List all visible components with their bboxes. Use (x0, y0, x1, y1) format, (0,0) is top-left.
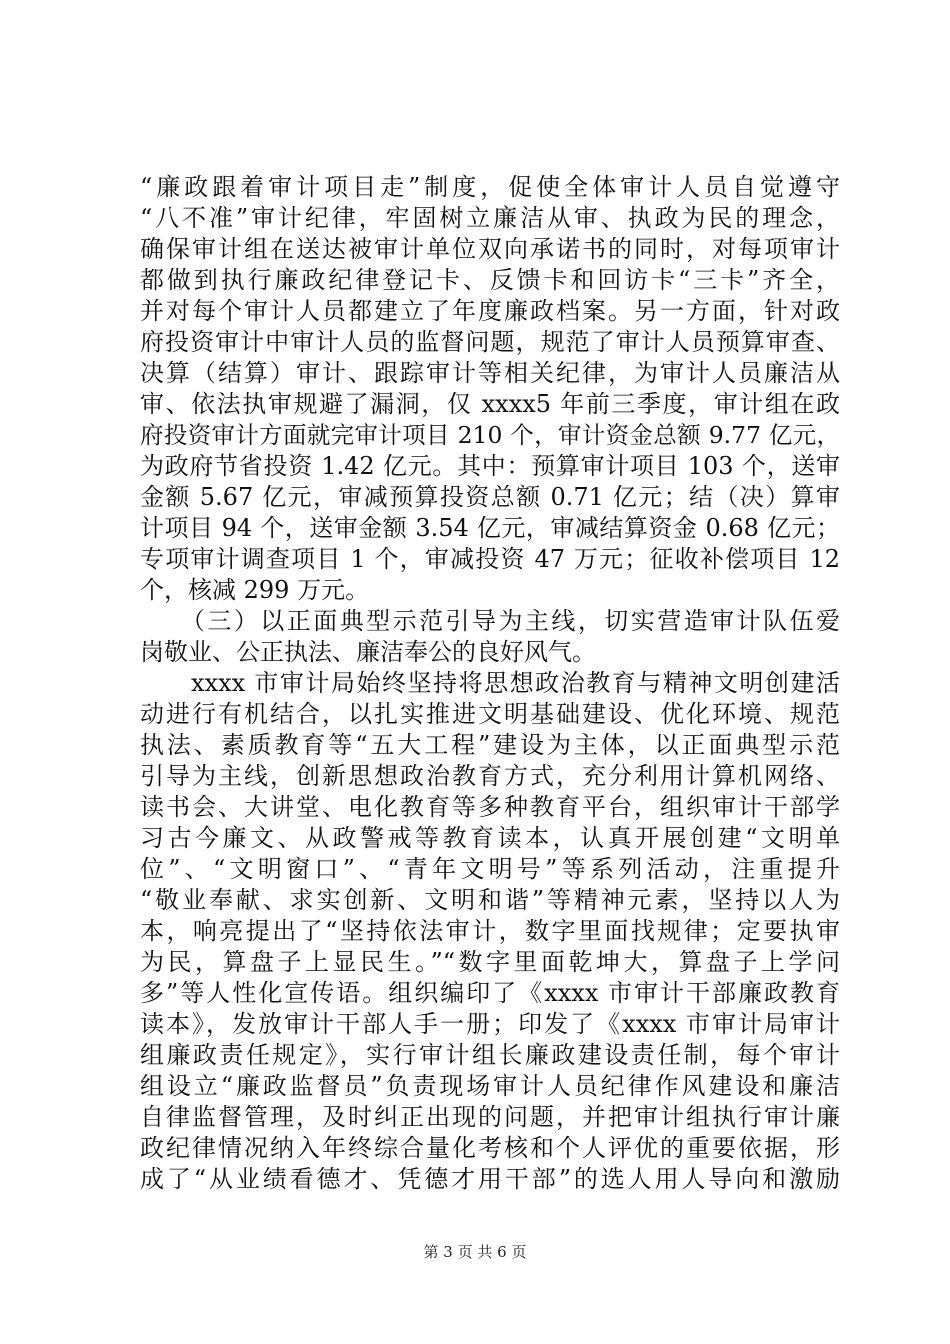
text-line: 都做到执行廉政纪律登记卡、反馈卡和回访卡“三卡”齐全， (140, 266, 840, 294)
text-line: 并对每个审计人员都建立了年度廉政档案。另一方面，针对政 (140, 297, 840, 325)
text-line: 自律监督管理，及时纠正出现的问题，并把审计组执行审计廉 (140, 1103, 840, 1131)
text-line: 专项审计调查项目 1 个，审减投资 47 万元；征收补偿项目 12 (140, 545, 840, 573)
text-line: 组廉政责任规定》，实行审计组长廉政建设责任制，每个审计 (140, 1041, 840, 1069)
text-line: 组设立“廉政监督员”负责现场审计人员纪律作风建设和廉洁 (140, 1072, 840, 1100)
text-line: 动进行有机结合，以扎实推进文明基础建设、优化环境、规范 (140, 700, 840, 728)
text-line: “廉政跟着审计项目走”制度，促使全体审计人员自觉遵守 (140, 173, 840, 201)
text-line: 府投资审计中审计人员的监督问题，规范了审计人员预算审查、 (140, 328, 840, 356)
text-line: 成了“从业绩看德才、凭德才用干部”的选人用人导向和激励 (140, 1165, 840, 1193)
text-line: 执法、素质教育等“五大工程”建设为主体，以正面典型示范 (140, 731, 840, 759)
text-line: （三）以正面典型示范引导为主线，切实营造审计队伍爱 (140, 607, 840, 635)
text-line: 决算（结算）审计、跟踪审计等相关纪律，为审计人员廉洁从 (140, 359, 840, 387)
text-line: “八不准”审计纪律，牢固树立廉洁从审、执政为民的理念， (140, 204, 840, 232)
text-line: 政纪律情况纳入年终综合量化考核和个人评优的重要依据，形 (140, 1134, 840, 1162)
text-line: 金额 5.67 亿元，审减预算投资总额 0.71 亿元；结（决）算审 (140, 483, 840, 511)
text-line: 多”等人性化宣传语。组织编印了《xxxx 市审计干部廉政教育 (140, 979, 840, 1007)
text-line: 府投资审计方面就完审计项目 210 个，审计资金总额 9.77 亿元， (140, 421, 840, 449)
text-line: 个，核减 299 万元。 (140, 576, 370, 604)
text-line: 为政府节省投资 1.42 亿元。其中：预算审计项目 103 个，送审 (140, 452, 840, 480)
text-line: 确保审计组在送达被审计单位双向承诺书的同时，对每项审计 (140, 235, 840, 263)
text-line: 计项目 94 个，送审金额 3.54 亿元，审减结算资金 0.68 亿元； (140, 514, 840, 542)
text-line: 位”、“文明窗口”、“青年文明号”等系列活动，注重提升 (140, 855, 840, 883)
page-footer: 第 3 页 共 6 页 (423, 1243, 527, 1261)
text-line: 读本》，发放审计干部人手一册；印发了《xxxx 市审计局审计 (140, 1010, 840, 1038)
document-body (140, 172, 840, 1195)
text-line: xxxx 市审计局始终坚持将思想政治教育与精神文明创建活 (140, 669, 840, 697)
text-line: 岗敬业、公正执法、廉洁奉公的良好风气。 (140, 638, 596, 666)
text-line: 习古今廉文、从政警戒等教育读本，认真开展创建“文明单 (140, 824, 840, 852)
text-line: 审、依法执审规避了漏洞，仅 xxxx5 年前三季度，审计组在政 (140, 390, 840, 418)
text-line: 为民，算盘子上显民生。”“数字里面乾坤大，算盘子上学问 (140, 948, 840, 976)
text-line: “敬业奉献、求实创新、文明和谐”等精神元素，坚持以人为 (140, 886, 840, 914)
text-line: 读书会、大讲堂、电化教育等多种教育平台，组织审计干部学 (140, 793, 840, 821)
text-line: 引导为主线，创新思想政治教育方式，充分利用计算机网络、 (140, 762, 840, 790)
text-line: 本，响亮提出了“坚持依法审计，数字里面找规律；定要执审 (140, 917, 840, 945)
